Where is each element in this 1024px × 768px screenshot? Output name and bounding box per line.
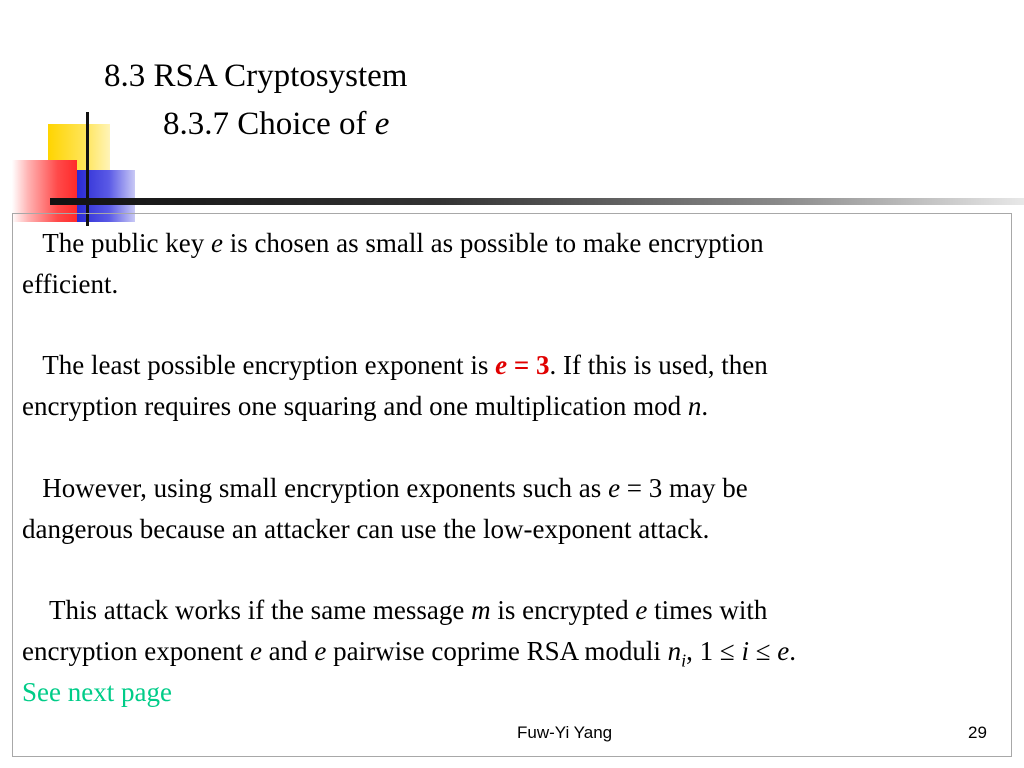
page-number: 29 xyxy=(968,723,987,742)
paragraph-1-line-2: efficient. xyxy=(22,269,119,299)
subtitle-variable: e xyxy=(374,106,390,142)
paragraph-2-line-2: encryption requires one squaring and one multiplication mod n. xyxy=(22,391,709,421)
decor-horizontal-rule xyxy=(50,198,1024,205)
subtitle-text: 8.3.7 Choice of xyxy=(163,106,375,142)
see-next-page-link[interactable]: See next page xyxy=(22,677,172,707)
paragraph-3 xyxy=(22,468,1012,550)
slide-subtitle xyxy=(163,104,389,144)
paragraph-2-line-1: The least possible encryption exponent is e = 3. If this is used, then xyxy=(42,350,768,380)
paragraph-1 xyxy=(22,223,1012,305)
paragraph-3-line-2: dangerous because an attacker can use the low-exponent attack. xyxy=(22,514,710,544)
paragraph-1-line-1: The public key e is chosen as small as possible to make encryption xyxy=(42,228,764,258)
highlight-e-equals-3: e = 3 xyxy=(495,350,550,380)
slide-title: 8.3 RSA Cryptosystem xyxy=(104,58,408,94)
decor-vertical-line xyxy=(86,112,89,226)
paragraph-2 xyxy=(22,345,1012,427)
paragraph-4-line-1: This attack works if the same message m is encrypted e times with xyxy=(49,595,768,625)
paragraph-3-line-1: However, using small encryption exponents such as e = 3 may be xyxy=(42,473,748,503)
footer-author: Fuw-Yi Yang xyxy=(517,723,613,742)
paragraph-4 xyxy=(22,590,1012,713)
paragraph-4-line-2: encryption exponent e and e pairwise coprime RSA moduli $n_i$, 1 ≤ i ≤ e. xyxy=(22,636,797,671)
